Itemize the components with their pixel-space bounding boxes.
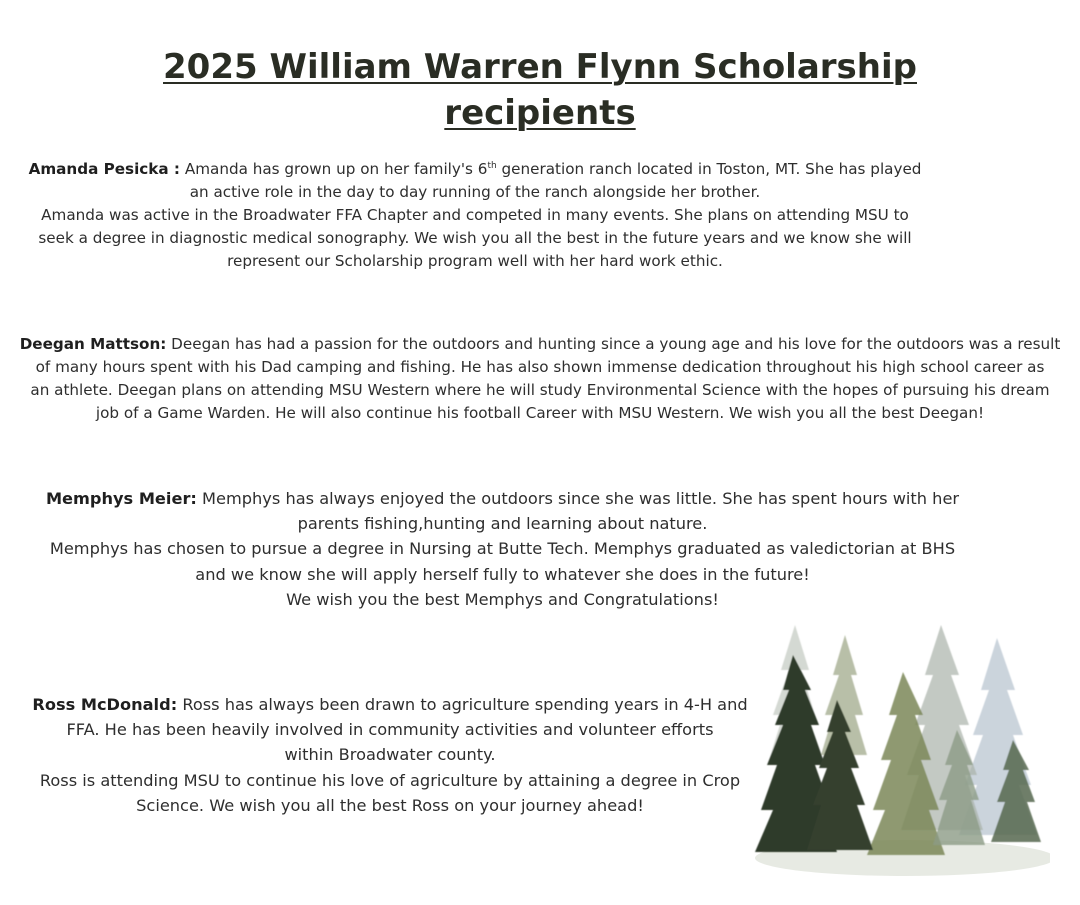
recipient-line: job of a Game Warden. He will also continue his football Career with MSU Western. We wish you all the best Deegan! <box>95 404 985 422</box>
recipient-line: seek a degree in diagnostic medical sonography. We wish you all the best in the future years and we know she will <box>38 229 912 247</box>
recipient-line: Memphys has chosen to pursue a degree in Nursing at Butte Tech. Memphys graduated as valedictorian at BHS <box>49 539 956 559</box>
page-title <box>0 44 1080 136</box>
recipient-line: Memphys Meier: Memphys has always enjoyed the outdoors since she was little. She has spent hours with her <box>45 489 960 508</box>
recipient-line: and we know she will apply herself fully to whatever she does in the future! <box>195 564 810 584</box>
recipient-line: parents fishing,hunting and learning about nature. <box>297 514 708 534</box>
recipient-ross <box>0 692 780 818</box>
title-line-2: recipients <box>444 93 636 133</box>
recipient-line: within Broadwater county. <box>284 745 496 765</box>
recipient-line: an athlete. Deegan plans on attending MSU Western where he will study Environmental Science with the hopes of pursuing his dream <box>30 381 1050 399</box>
recipient-name: Deegan Mattson: <box>19 335 167 353</box>
recipient-line: Ross is attending MSU to continue his love of agriculture by attaining a degree in Crop <box>39 770 741 790</box>
recipient-line: Amanda Pesicka : Amanda has grown up on her family's 6th generation ranch located in Toston, MT. She has played <box>28 160 922 178</box>
recipient-line: an active role in the day to day running of the ranch alongside her brother. <box>189 183 761 201</box>
recipient-amanda <box>0 158 950 273</box>
recipient-line: Amanda was active in the Broadwater FFA Chapter and competed in many events. She plans on attending MSU to <box>41 206 909 224</box>
recipient-line: Ross McDonald: Ross has always been drawn to agriculture spending years in 4-H and <box>32 695 748 714</box>
recipient-line: Deegan Mattson: Deegan has had a passion for the outdoors and hunting since a young age and his love for the outdoors was a result <box>19 335 1061 353</box>
recipient-line: We wish you the best Memphys and Congratulations! <box>286 589 719 609</box>
recipient-line: of many hours spent with his Dad camping and fishing. He has also shown immense dedication throughout his high school career as <box>35 358 1045 376</box>
recipient-name: Ross McDonald: <box>32 695 178 714</box>
recipient-line: FFA. He has been heavily involved in community activities and volunteer efforts <box>66 720 714 740</box>
recipient-name: Amanda Pesicka : <box>28 160 180 178</box>
recipient-line: represent our Scholarship program well with her hard work ethic. <box>227 252 723 270</box>
recipient-memphys <box>0 486 1005 612</box>
recipient-line: Science. We wish you all the best Ross on your journey ahead! <box>136 795 644 815</box>
pine-trees-illustration-icon <box>745 620 1050 878</box>
recipient-name: Memphys Meier: <box>45 489 197 508</box>
title-line-1: 2025 William Warren Flynn Scholarship <box>163 47 917 87</box>
recipient-deegan <box>0 333 1080 425</box>
